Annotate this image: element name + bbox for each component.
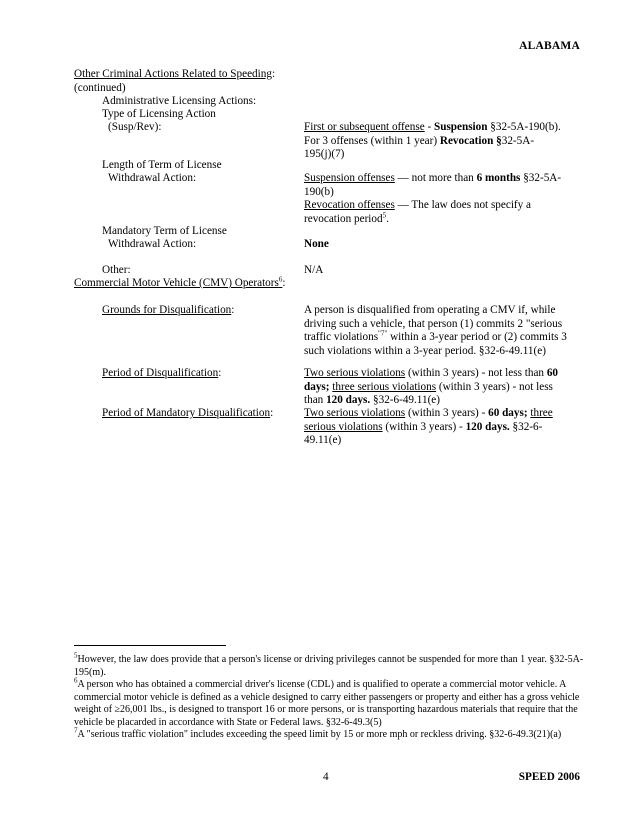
other-label: Other: <box>102 264 131 276</box>
length-value <box>304 172 586 226</box>
suspension-offenses-text: Suspension offenses <box>304 172 395 184</box>
type-value-line2 <box>304 135 586 149</box>
hundred-twenty-days-text: 120 days. <box>465 420 510 433</box>
revocation-offenses-text: Revocation offenses <box>304 199 395 211</box>
statute-ref: §32-5A-190(b). <box>487 121 561 133</box>
serious-violations-text: serious violations <box>304 420 383 433</box>
sixty-text: 60 <box>546 367 559 379</box>
mandatory-disq-label-text: Period of Mandatory Disqualification <box>102 407 271 419</box>
two-violations-text: Two serious violations <box>304 407 406 419</box>
than-text: than <box>304 394 327 406</box>
section-title-text: Other Criminal Actions Related to Speeding <box>74 68 272 80</box>
suspension-text: Suspension <box>434 121 488 133</box>
type-value-line3: 195(j)(7) <box>304 148 345 160</box>
type-label-line1: Type of Licensing Action <box>102 108 216 120</box>
within-3-years-text: (within 3 years) - <box>382 420 466 433</box>
not-more-than-text: — not more than <box>394 172 477 184</box>
mandatory-value: None <box>304 238 329 250</box>
period-colon: : <box>218 367 222 379</box>
footnote-ref-7: "7" <box>378 329 388 338</box>
footnote-5-text: However, the law does provide that a person's license or driving privileges cannot be suspended for more than 1 year. §32-5A-195(m). <box>74 654 584 678</box>
footnote-7 <box>74 726 584 742</box>
admin-actions-label: Administrative Licensing Actions: <box>102 95 257 107</box>
mandatory-disq-value <box>304 407 586 448</box>
hundred-twenty-days-text: 120 days. <box>326 394 371 406</box>
grounds-line1: A person is disqualified from operating a CMV if, while <box>304 304 556 316</box>
three-violations-text: three serious violations <box>332 380 437 393</box>
mandatory-disq-colon: : <box>270 407 274 419</box>
length-value-line4 <box>304 210 586 227</box>
days-text: days; <box>304 380 330 393</box>
grounds-colon: : <box>231 304 235 316</box>
period-label-text: Period of Disqualification <box>102 367 219 379</box>
cmv-title-text <box>74 277 282 289</box>
footnote-6-text: A person who has obtained a commercial driver's license (CDL) and is qualified to operate a commercial motor vehicle. A commercial motor vehicle is defined as a vehicle designed to carry either passengers or property and either has a gross vehicle weight of ≥26,001 lbs., is designed to transport 16 or more persons, or is transporting hazardous materials that require that the vehicle be placarded in accordance with State or Federal laws. §32-6-49.3(5) <box>74 679 580 728</box>
period-value <box>304 367 586 408</box>
footnote-7-text: A "serious traffic violation" includes exceeding the speed limit by 15 or more mph or reckless driving. §32-6-49.3(21)(a) <box>77 729 562 740</box>
type-value-line1 <box>304 121 586 135</box>
statute-ref: §32-6-49.11(e) <box>370 394 440 406</box>
length-value-line3 <box>304 199 586 213</box>
period-line3 <box>304 394 586 408</box>
length-value-line1 <box>304 172 586 186</box>
footnote-5-marker: 5 <box>74 651 78 660</box>
length-label-line2: Withdrawal Action: <box>108 172 197 184</box>
grounds-label-text: Grounds for Disqualification <box>102 304 232 316</box>
six-months-text: 6 months <box>476 172 521 184</box>
mand-line1 <box>304 407 586 421</box>
footnote-6-marker: 6 <box>74 676 78 685</box>
footnote-ref-5: 5 <box>382 210 387 219</box>
grounds-line4: such violations within a 3-year period. §32-6-49.11(e) <box>304 344 546 357</box>
period-label <box>102 367 221 381</box>
revocation-period-text: revocation period <box>304 212 383 225</box>
grounds-line2: driving such a vehicle, that person (1) commits 2 "serious <box>304 317 563 330</box>
not-less-than-text: (within 3 years) - not less than <box>405 367 547 379</box>
length-label-line1: Length of Term of License <box>102 159 222 171</box>
mandatory-label-line2: Withdrawal Action: <box>108 238 197 250</box>
revocation-text: Revocation § <box>439 134 502 147</box>
cmv-title-colon: : <box>282 277 286 289</box>
type-label-line2: (Susp/Rev): <box>108 121 162 133</box>
first-offense-text: First or subsequent offense <box>304 121 425 133</box>
page-number: 4 <box>323 771 329 783</box>
document-label: SPEED 2006 <box>518 771 580 783</box>
serious-violations-text: traffic violations <box>304 331 379 343</box>
two-violations-text: Two serious violations <box>304 367 406 379</box>
section-title-criminal-actions <box>74 68 275 82</box>
law-not-specify-text: — The law does not specify a <box>394 199 532 211</box>
grounds-label <box>102 304 234 318</box>
within-3-years-text: (within 3 years) - <box>405 407 489 419</box>
mandatory-disq-label <box>102 407 273 421</box>
three-offenses-text: For 3 offenses (within 1 year) <box>304 134 440 147</box>
type-value <box>304 121 586 162</box>
three-text: three <box>530 407 553 419</box>
statute-ref: 32-5A- <box>501 134 535 147</box>
footnote-6 <box>74 676 584 729</box>
dash-sep: - <box>424 121 434 133</box>
footnote-5 <box>74 651 584 679</box>
footnote-ref-6: 6 <box>278 275 283 284</box>
footnote-7-marker: 7 <box>74 726 78 735</box>
period-line2 <box>304 381 586 395</box>
within-period-text: within a 3-year period or (2) commits 3 <box>387 331 567 343</box>
mand-line2 <box>304 421 586 435</box>
mandatory-label-line1: Mandatory Term of License <box>102 225 227 237</box>
length-value-line2: 190(b) <box>304 185 334 198</box>
statute-ref: §32-5A- <box>520 172 562 184</box>
grounds-line3 <box>304 331 586 345</box>
sixty-days-text: 60 days; <box>488 407 528 419</box>
other-value: N/A <box>304 264 324 276</box>
section-title-cmv <box>74 277 285 291</box>
state-header: ALABAMA <box>519 40 580 52</box>
continued-note: (continued) <box>74 82 126 94</box>
mand-line3: 49.11(e) <box>304 434 342 446</box>
period-line1 <box>304 367 586 381</box>
cmv-title-label: Commercial Motor Vehicle (CMV) Operators <box>74 277 279 289</box>
grounds-value <box>304 304 586 358</box>
statute-ref: §32-6- <box>509 420 543 433</box>
period-punct: . <box>386 212 389 225</box>
footnote-divider <box>74 645 226 646</box>
section-title-colon: : <box>271 68 276 80</box>
not-less-text: (within 3 years) - not less <box>436 380 553 393</box>
